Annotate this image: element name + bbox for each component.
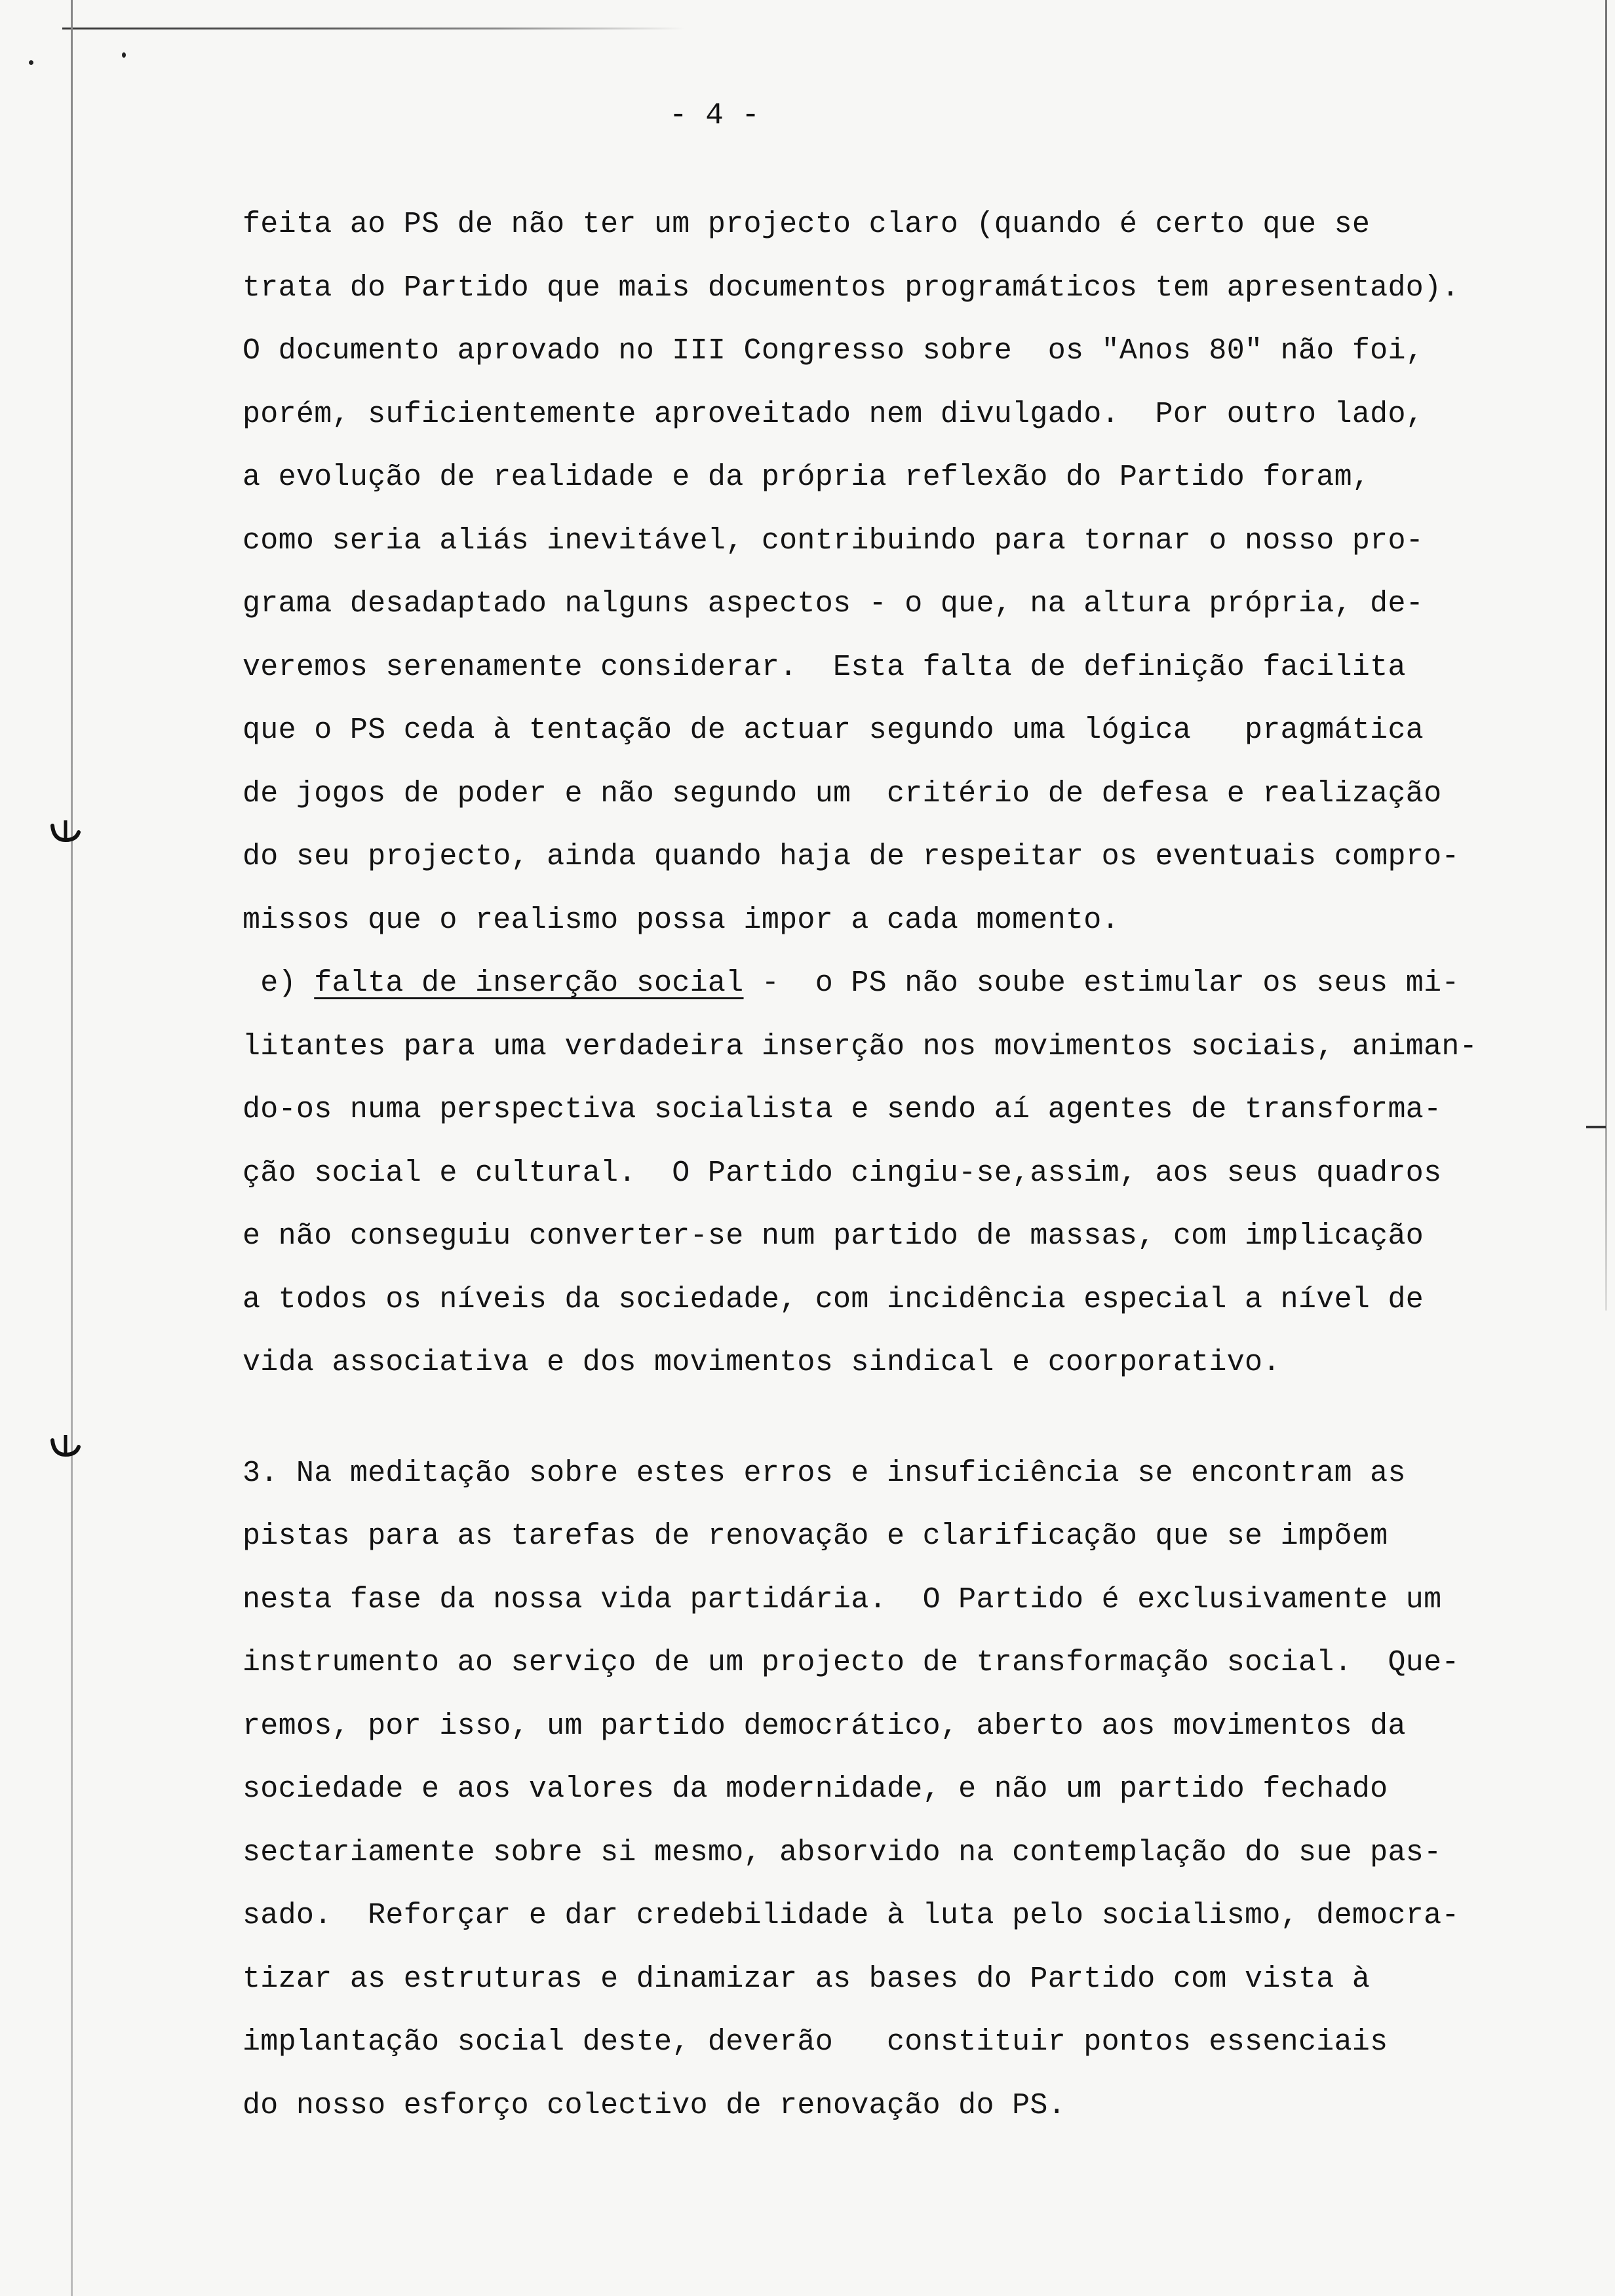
text-line: litantes para uma verdadeira inserção nos movimentos sociais, animan- [243,1029,1478,1063]
text-line: grama desadaptado nalguns aspectos - o que, na altura própria, de- [243,587,1424,621]
text-line: instrumento ao serviço de um projecto de transformação social. Que- [243,1646,1460,1679]
text-line: trata do Partido que mais documentos programáticos tem apresentado). [243,271,1460,305]
text-line: tizar as estruturas e dinamizar as bases do Partido com vista à [243,1962,1371,1996]
item-e-first-line [243,952,1593,1016]
text-line: missos que o realismo possa impor a cada momento. [243,903,1119,937]
text-line: sectariamente sobre si mesmo, absorvido na contemplação do sue pas- [243,1835,1442,1869]
left-margin-rule [71,0,73,2296]
text-line: O documento aprovado no III Congresso sobre os "Anos 80" não foi, [243,334,1424,368]
text-line: nesta fase da nossa vida partidária. O Partido é exclusivamente um [243,1582,1442,1617]
text-line: feita ao PS de não ter um projecto claro (quando é certo que se [243,208,1371,241]
section-spacer [243,1395,1593,1442]
punch-hole-mark-icon [50,1435,81,1459]
text-line: que o PS ceda à tentação de actuar segundo uma lógica pragmática [243,714,1424,747]
text-line: e não conseguiu converter-se num partido de massas, com implicação [243,1219,1424,1253]
text-line: a evolução de realidade e da própria reflexão do Partido foram, [243,461,1371,494]
item-e [243,952,1593,1395]
item-e-first-line-rest: - o PS não soube estimular os seus mi- [743,966,1460,1000]
text-line: do seu projecto, ainda quando haja de respeitar os eventuais compro- [243,840,1460,873]
text-line: como seria aliás inevitável, contribuindo para tornar o nosso pro- [243,524,1424,558]
text-line: do nosso esforço colectivo de renovação do PS. [243,2088,1066,2122]
text-line: implantação social deste, deverão constituir pontos essenciais [243,2025,1388,2059]
right-scan-edge [1605,0,1607,1311]
text-line: de jogos de poder e não segundo um critério de defesa e realização [243,776,1442,811]
top-scan-rule [62,28,685,29]
body-text [243,193,1593,2137]
item-e-marker: e) [243,966,315,1000]
text-line: pistas para as tarefas de renovação e clarificação que se impõem [243,1520,1388,1553]
text-line: porém, suficientemente aproveitado nem divulgado. Por outro lado, [243,397,1424,431]
scan-speck [29,60,33,65]
paragraph-continued [243,193,1593,952]
page-number: - 4 - [669,98,760,132]
scan-speck [122,52,126,58]
text-line: veremos serenamente considerar. Esta falta de definição facilita [243,650,1406,684]
text-line: remos, por isso, um partido democrático, aberto aos movimentos da [243,1709,1406,1743]
section-3 [243,1442,1593,2138]
item-e-heading: falta de inserção social [314,966,744,1000]
text-line: ção social e cultural. O Partido cingiu-se,assim, aos seus quadros [243,1156,1442,1190]
text-line: vida associativa e dos movimentos sindical e coorporativo. [243,1346,1281,1379]
punch-hole-mark-icon [50,820,81,844]
text-line: do-os numa perspectiva socialista e sendo aí agentes de transforma- [243,1093,1442,1126]
text-line: sociedade e aos valores da modernidade, e não um partido fechado [243,1772,1388,1806]
text-line: sado. Reforçar e dar credebilidade à luta pelo socialismo, democra- [243,1899,1460,1932]
text-line: a todos os níveis da sociedade, com incidência especial a nível de [243,1282,1424,1316]
text-line: 3. Na meditação sobre estes erros e insuficiência se encontram as [243,1456,1406,1490]
